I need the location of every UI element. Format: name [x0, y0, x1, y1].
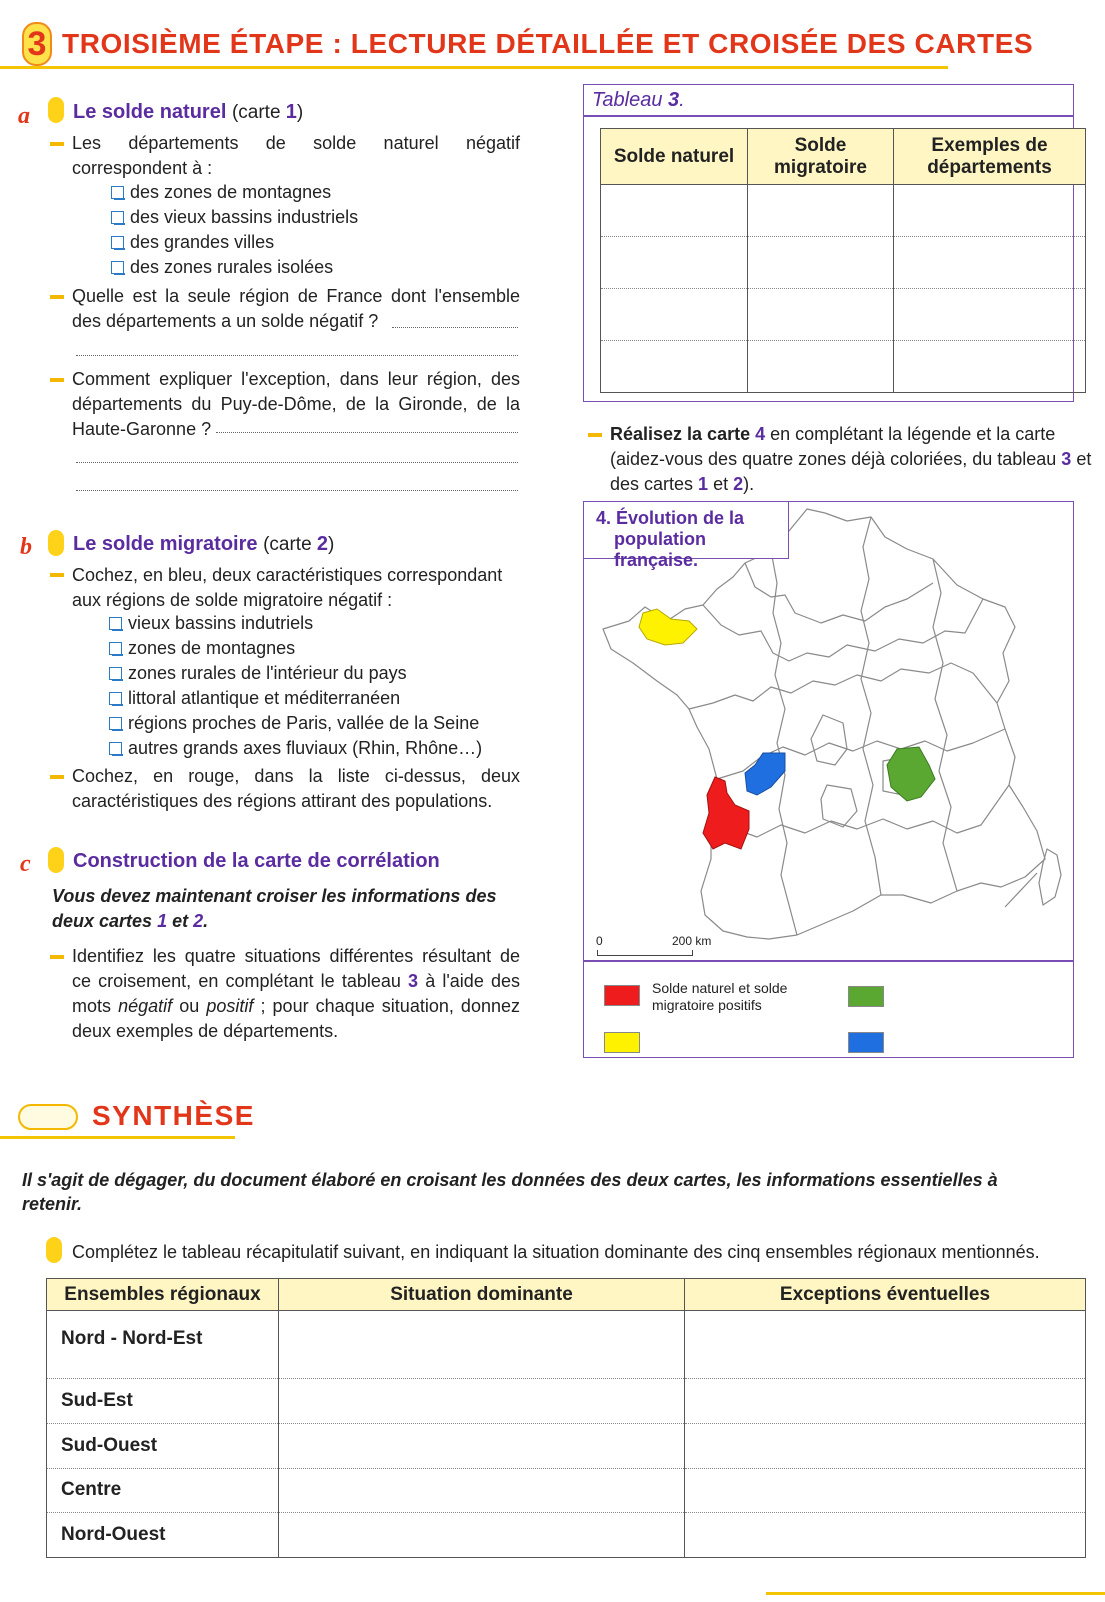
checkbox-option[interactable]: zones rurales de l'intérieur du pays: [109, 661, 482, 686]
table-cell[interactable]: [685, 1423, 1086, 1468]
checkbox-option[interactable]: autres grands axes fluviaux (Rhin, Rhône…): [109, 736, 482, 761]
bullet-dash: [50, 378, 64, 382]
tableau-3-header: Solde migratoire: [748, 129, 894, 185]
answer-line[interactable]: [76, 462, 518, 463]
tableau-3-caption: Tableau 3.: [592, 89, 685, 111]
tableau-3-header: Exemples de départements: [894, 129, 1086, 185]
france-map: [585, 503, 1073, 959]
map-instruction: Réalisez la carte 4 en complétant la légende et la carte (aidez-vous des quatre zones déjà coloriées, du tableau 3 et des cartes 1 et 2).: [610, 424, 1092, 494]
table-cell[interactable]: [894, 237, 1086, 289]
table-row: [601, 185, 1086, 237]
answer-line[interactable]: [392, 327, 518, 328]
region-border: [933, 559, 957, 891]
section-b-letter: b: [20, 534, 32, 560]
synthese-header: Ensembles régionaux: [47, 1279, 279, 1311]
table-cell[interactable]: [748, 289, 894, 341]
table-row: [601, 341, 1086, 393]
table-cell[interactable]: [685, 1513, 1086, 1558]
france-outline: [603, 509, 1045, 939]
checkbox-icon[interactable]: [109, 617, 122, 630]
header-rule: [0, 66, 948, 69]
table-cell[interactable]: [279, 1379, 685, 1424]
synthese-table: [46, 1278, 1086, 1558]
checkbox-option[interactable]: des vieux bassins industriels: [111, 205, 358, 230]
section-a-title: Le solde naturel (carte 1): [73, 101, 304, 123]
checkbox-option[interactable]: régions proches de Paris, vallée de la Seine: [109, 711, 482, 736]
answer-line[interactable]: [76, 355, 518, 356]
map-legend-separator: [583, 960, 1074, 962]
region-border: [689, 663, 997, 709]
legend-label-red: Solde naturel et solde migratoire positifs: [652, 980, 788, 1013]
checkbox-icon[interactable]: [109, 642, 122, 655]
scale-label: 200 km: [672, 934, 712, 948]
synthese-intro: Il s'agit de dégager, du document élaboré en croisant les données des deux cartes, les informations essentielles à retenir.: [22, 1170, 998, 1214]
table-cell[interactable]: [601, 341, 748, 393]
table-cell[interactable]: [894, 289, 1086, 341]
region-label: Centre: [47, 1468, 279, 1513]
table-row: [47, 1513, 1086, 1558]
bullet-dash: [50, 295, 64, 299]
tableau-3: [600, 128, 1086, 393]
zone-yellow: [639, 609, 697, 645]
question-a3: Comment expliquer l'exception, dans leur région, des départements du Puy-de-Dôme, de la Gironde, de la Haute-Garonne ?: [72, 369, 520, 439]
section-b-title: Le solde migratoire (carte 2): [73, 533, 335, 555]
section-a-letter: a: [18, 103, 30, 129]
checkbox-option[interactable]: zones de montagnes: [109, 636, 482, 661]
section-c-letter: c: [20, 851, 31, 877]
table-row: [47, 1468, 1086, 1513]
table-cell[interactable]: [685, 1379, 1086, 1424]
table-row: [47, 1423, 1086, 1468]
region-border: [821, 785, 857, 827]
answer-line[interactable]: [216, 432, 518, 433]
table-row: [47, 1379, 1086, 1424]
map-title: 4. Évolution de la population française.: [583, 501, 789, 559]
table-cell[interactable]: [279, 1423, 685, 1468]
synthese-rule: [0, 1136, 235, 1139]
footer-rule: [766, 1592, 1105, 1595]
answer-line[interactable]: [76, 490, 518, 491]
table-cell[interactable]: [748, 185, 894, 237]
tableau-3-separator: [583, 115, 1074, 117]
checkbox-option[interactable]: littoral atlantique et méditerranéen: [109, 686, 482, 711]
legend-swatch-green: [848, 986, 884, 1007]
zone-red: [703, 777, 749, 849]
region-label: Sud-Ouest: [47, 1423, 279, 1468]
table-cell[interactable]: [748, 237, 894, 289]
table-row: [601, 237, 1086, 289]
table-cell[interactable]: [685, 1468, 1086, 1513]
question-b1: Cochez, en bleu, deux caractéristiques correspondant aux régions de solde migratoire négatif :: [72, 565, 503, 610]
table-row: [47, 1311, 1086, 1379]
table-cell[interactable]: [279, 1468, 685, 1513]
region-border: [811, 715, 847, 765]
question-c1: Identifiez les quatre situations différentes résultant de ce croisement, en complétant le tableau 3 à l'aide des mots négatif ou positif ; pour chaque situation, donnez deux exemples de départements.: [72, 946, 520, 1041]
checkbox-icon[interactable]: [109, 717, 122, 730]
section-b-pill-icon: [48, 530, 64, 556]
synthese-instruction-pill-icon: [46, 1237, 62, 1263]
question-b2: Cochez, en rouge, dans la liste ci-dessus, deux caractéristiques des régions attirant des populations.: [72, 766, 520, 811]
question-a1: Les départements de solde naturel négatif correspondent à :: [72, 133, 520, 178]
checkbox-option[interactable]: des zones de montagnes: [111, 180, 358, 205]
section-a-pill-icon: [48, 97, 64, 123]
region-label: Sud-Est: [47, 1379, 279, 1424]
scale-zero: 0: [596, 934, 603, 948]
corsica-outline: [1039, 849, 1061, 905]
checkbox-icon[interactable]: [109, 692, 122, 705]
legend-swatch-blue: [848, 1032, 884, 1053]
bullet-dash: [50, 775, 64, 779]
table-cell[interactable]: [601, 185, 748, 237]
region-label: Nord-Ouest: [47, 1513, 279, 1558]
scale-bar: [597, 950, 693, 956]
region-label: Nord - Nord-Est: [47, 1311, 279, 1379]
checkbox-icon[interactable]: [111, 186, 124, 199]
tableau-3-header: Solde naturel: [601, 129, 748, 185]
table-cell[interactable]: [279, 1311, 685, 1379]
table-cell[interactable]: [601, 289, 748, 341]
options-b1: [109, 611, 482, 761]
table-cell[interactable]: [279, 1513, 685, 1558]
checkbox-icon[interactable]: [111, 211, 124, 224]
section-c-pill-icon: [48, 847, 64, 873]
table-cell[interactable]: [894, 185, 1086, 237]
region-border: [861, 517, 881, 895]
table-cell[interactable]: [601, 237, 748, 289]
page-title: TROISIÈME ÉTAPE : LECTURE DÉTAILLÉE ET CROISÉE DES CARTES: [62, 28, 1034, 59]
bullet-dash: [50, 573, 64, 577]
checkbox-icon[interactable]: [111, 261, 124, 274]
synthese-header: Exceptions éventuelles: [685, 1279, 1086, 1311]
table-cell[interactable]: [894, 341, 1086, 393]
checkbox-option[interactable]: des grandes villes: [111, 230, 358, 255]
table-row: [601, 289, 1086, 341]
section-c-lead: Vous devez maintenant croiser les informations des deux cartes 1 et 2.: [52, 886, 497, 931]
synthese-title: SYNTHÈSE: [92, 1100, 255, 1131]
checkbox-option[interactable]: des zones rurales isolées: [111, 255, 358, 280]
table-cell[interactable]: [748, 341, 894, 393]
region-border: [703, 599, 983, 661]
checkbox-icon[interactable]: [109, 667, 122, 680]
bullet-dash: [50, 955, 64, 959]
checkbox-option[interactable]: vieux bassins indutriels: [109, 611, 482, 636]
synthese-pill-icon: [18, 1104, 78, 1130]
bullet-dash: [50, 142, 64, 146]
legend-swatch-red: [604, 985, 640, 1006]
synthese-header: Situation dominante: [279, 1279, 685, 1311]
section-c-title: Construction de la carte de corrélation: [73, 850, 440, 872]
options-a1: [111, 180, 358, 280]
zone-blue: [745, 753, 785, 795]
table-cell[interactable]: [685, 1311, 1086, 1379]
bullet-dash: [588, 433, 602, 437]
checkbox-icon[interactable]: [111, 236, 124, 249]
synthese-instruction: Complétez le tableau récapitulatif suivant, en indiquant la situation dominante des cinq ensembles régionaux mentionnés.: [72, 1242, 1040, 1262]
step-number-badge: 3: [22, 22, 52, 66]
question-a2: Quelle est la seule région de France dont l'ensemble des départements a un solde négatif ?: [72, 286, 520, 331]
legend-swatch-yellow: [604, 1032, 640, 1053]
checkbox-icon[interactable]: [109, 742, 122, 755]
